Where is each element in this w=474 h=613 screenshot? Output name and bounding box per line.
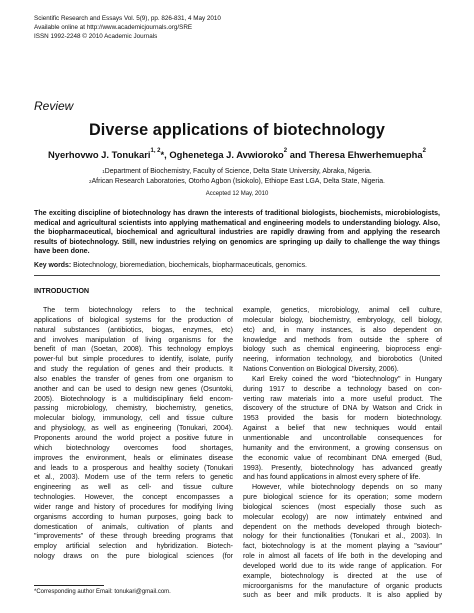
article-type: Review xyxy=(34,99,74,113)
accepted-date: Accepted 12 May, 2010 xyxy=(205,191,269,197)
journal-header xyxy=(34,14,221,41)
body-text-line: "improvements" of these through breeding programs that xyxy=(34,533,233,541)
body-column-left xyxy=(34,306,233,562)
body-text-line: discovery of the structure of DNA by Watson and Crick in xyxy=(243,405,442,413)
keywords xyxy=(34,262,454,269)
body-text-line: and physiology, as well as engineering (Tonukari, 2004). xyxy=(34,425,233,433)
body-text-line: example, genetics, microbiology, animal cell culture, xyxy=(243,307,442,314)
body-text-line: knowledge and methods from outside the sphere of xyxy=(243,336,442,344)
body-text-line: However, while biotechnology depends on so many xyxy=(252,484,442,492)
body-text-line: developed world due to its wide range of application. For xyxy=(243,562,442,570)
body-text-line: example, biotechnology is directed at the use of xyxy=(243,572,442,580)
affiliation-text: African Research Laboratories, Otorho Agbon (Isiokolo), Ethiope East LGA, Delta State, Nigeria. xyxy=(91,177,385,185)
author-affiliation-mark: 2 xyxy=(422,148,426,154)
body-text-line: 1953 provided the basis for modern biotechnology. xyxy=(243,415,442,423)
body-text-line: etc) and, in many instances, is also dependent on xyxy=(243,326,442,334)
body-text-line: unmentionable and uncontrollable consequences for xyxy=(243,434,442,442)
body-text-line: pure biological science for its operation; some modern xyxy=(243,494,442,502)
body-text-line: neering, information technology, and biorobotics (United xyxy=(243,356,442,364)
body-text-line: verting raw materials into a more useful product. The xyxy=(243,395,442,403)
affiliation-2 xyxy=(0,177,474,187)
body-text-line: role in almost all facets of life both in the developing and xyxy=(243,553,442,561)
author-affiliation-mark: 1, 2 xyxy=(150,148,161,154)
body-text-line: biology such as chemical engineering, bioprocess engi- xyxy=(243,346,442,354)
journal-url: Available online at http://www.academicjournals.org/SRE xyxy=(34,24,193,31)
body-text-line: natural substances (antibiotics, biogas, enzymes, etc) xyxy=(34,326,233,334)
body-column-right xyxy=(243,306,442,601)
body-text-line: during 1917 to describe a technology based on con- xyxy=(243,385,442,393)
body-text-line: 2005). Biotechnology is a multidisciplinary field encom- xyxy=(34,395,233,403)
body-text-line: organisms according to human purposes, going back to xyxy=(34,513,233,521)
body-text-line: also enables the transfer of genes from one organism to xyxy=(34,375,233,383)
body-text-line: biological sciences (most especially those such as xyxy=(243,503,442,511)
affiliation-mark: 2 xyxy=(89,178,92,184)
affiliation-1 xyxy=(0,167,474,177)
paper-title: Diverse applications of biotechnology xyxy=(88,121,386,139)
author-name: *, Oghenetega J. Avwioroko xyxy=(160,149,284,160)
body-text-line: Proponents around the world project a positive future in xyxy=(34,434,233,442)
body-text-line: nology for their functionalities (Tonukari et al., 2003). In xyxy=(243,533,442,541)
author-list xyxy=(0,149,474,160)
corresponding-author-footnote: *Corresponding author Email: tonukari@gmail.com. xyxy=(34,589,171,595)
body-text-line: passing microbiology, chemistry, biochemistry, genetics, xyxy=(34,405,233,413)
affiliation-mark: 1 xyxy=(102,169,105,174)
body-text-line: power-ful but simple procedures to identify, isolate, purify xyxy=(34,356,233,364)
body-text-line: The term biotechnology refers to the technical xyxy=(43,307,233,314)
body-text-line: and has found applications in almost every sphere of life. xyxy=(243,474,421,482)
body-text-line: engineering as well as cell- and tissue culture xyxy=(34,484,233,492)
body-text-line: technologies. However, the concept encompasses a xyxy=(34,494,233,502)
keywords-text: Biotechnology, bioremediation, biochemicals, biopharmaceuticals, genomics. xyxy=(71,262,307,269)
keywords-label: Key words: xyxy=(34,262,72,269)
body-text-line: employ artificial selection and hybridization. Biotech- xyxy=(34,543,233,551)
journal-citation: Scientific Research and Essays Vol. 5(9), pp. 826-831, 4 May 2010 xyxy=(34,15,221,22)
body-text-line: humanity and the environment, a growing consensus on xyxy=(243,444,442,452)
body-text-line: and leads to a prosperous and healthy society (Tonukari xyxy=(34,464,233,472)
body-text-line: Against a belief that new techniques would entail xyxy=(243,425,442,433)
body-text-line: molecular biology, immunology, cell and tissue culture xyxy=(34,415,233,423)
author-affiliation-mark: 2 xyxy=(283,148,288,154)
body-text-line: Nations Convention on Biological Diversity, 2006). xyxy=(243,366,399,374)
body-text-line: et al., 2003). Modern use of the term refers to genetic xyxy=(34,474,233,482)
body-text-line: and involves manipulation of living organisms for the xyxy=(34,336,233,344)
body-text-line: benefit of man (Soetan, 2008). This technology employs xyxy=(34,346,233,354)
abstract: The exciting discipline of biotechnology has drawn the interests of traditional biologists, biochemists, microbiologists, medical and agricultural scientists into applying mathematical and engineering models to understanding biology. Also, the biopharmaceutical, biochemical and agricultural industries are rapidly drawing from and applying the research results of biotechnology. Still, new industries relying on genomics are springing up daily to challenge the way things have been done. xyxy=(34,209,440,256)
body-text-line: microorganisms for the manufacture of organic products xyxy=(243,582,442,590)
body-text-line: domestication of animals, cultivation of plants and xyxy=(34,523,233,531)
author-name: Nyerhovwo J. Tonukari xyxy=(48,149,151,160)
affiliations xyxy=(0,167,474,186)
affiliation-text: Department of Biochemistry, Faculty of Science, Delta State University, Abraka, Nigeria. xyxy=(104,168,372,175)
body-text-line: Karl Ereky coined the word "biotechnology" in Hungary xyxy=(252,375,442,383)
body-text-line: applications of biological systems for the production of xyxy=(34,316,233,324)
body-text-line: nology draws on the pure biological sciences (for xyxy=(34,553,233,561)
section-heading: INTRODUCTION xyxy=(34,286,90,295)
body-text-line: the economic value of recombinant DNA emerged (Bud, xyxy=(243,454,442,462)
body-text-line: molecular biology, biochemistry, embryology, cell biology, xyxy=(243,316,442,324)
footnote-divider xyxy=(34,585,104,586)
body-text-line: another and can be used to design new genes (Osuntoki, xyxy=(34,385,233,393)
body-text-line: fact, biotechnology is at the moment playing a "saviour" xyxy=(243,543,442,551)
body-text-line: improves the environment, heals or eliminates disease xyxy=(34,454,233,462)
body-text-line: wider range and history of procedures for modifying living xyxy=(34,503,233,511)
divider xyxy=(34,275,440,276)
author-name: and Theresa Ehwerhemuepha xyxy=(287,149,423,160)
body-text-line: molecular ecology) are now intimately entwined and xyxy=(243,513,442,521)
body-text-line: dependent on the methods developed through biotech- xyxy=(243,523,442,531)
body-text-line: and study the regulation of genes and their products. It xyxy=(34,366,233,374)
body-text-line: 1993). Presently, biotechnology has advanced greatly xyxy=(243,464,442,472)
body-text-line: such as beer and milk products. It is also applied by xyxy=(243,592,442,600)
journal-issn: ISSN 1992-2248 © 2010 Academic Journals xyxy=(34,33,158,40)
body-text-line: which biotechnology overcomes food shortages, xyxy=(34,444,233,452)
